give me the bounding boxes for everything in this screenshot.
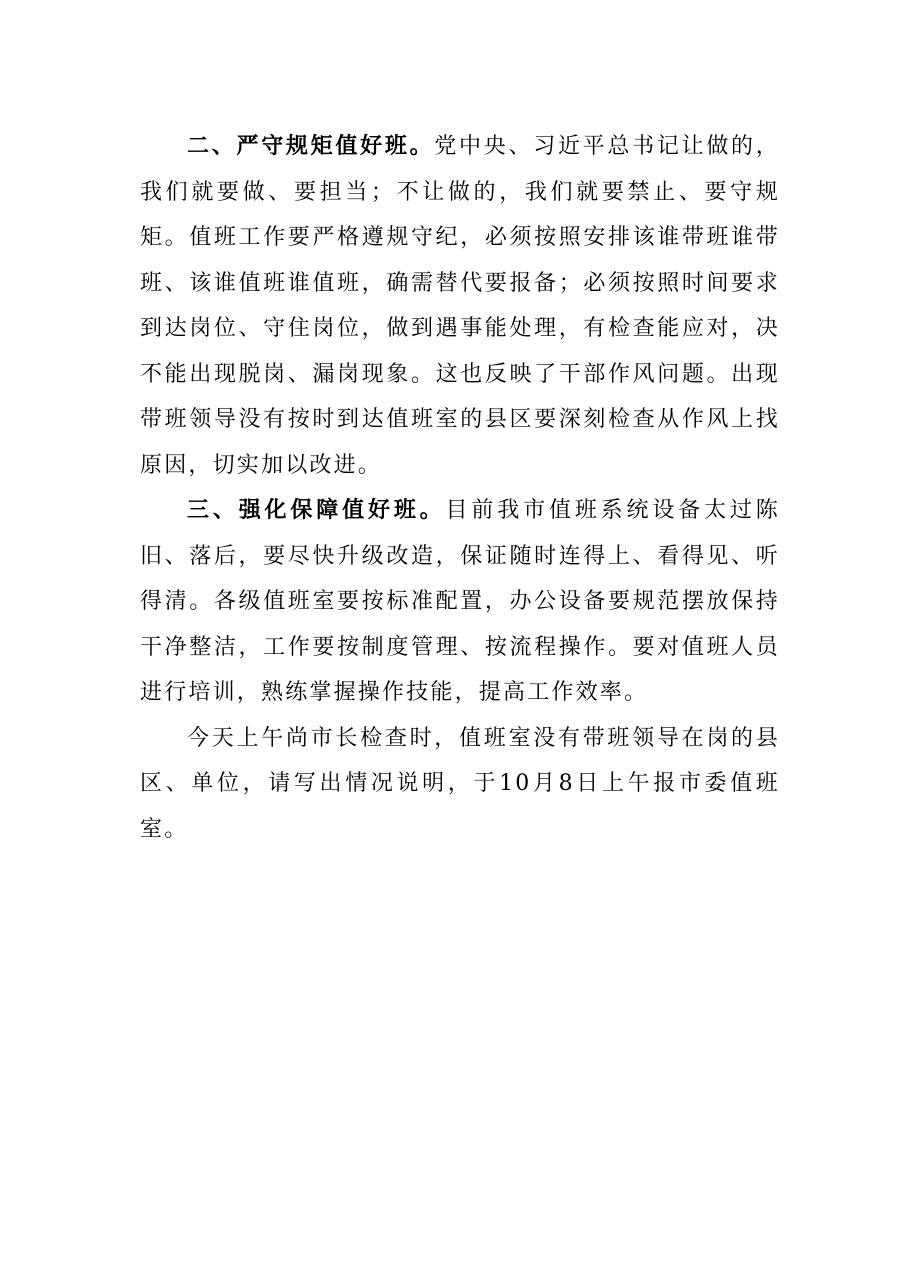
paragraph-text: 目前我市值班系统设备太过陈旧、落后，要尽快升级改造，保证随时连得上、看得见、听得清。各级值班室要按标准配置，办公设备要规范摆放保持干净整洁，工作要按制度管理、按流程操作。要对值班人员进行培训，熟练掌握操作技能，提高工作效率。 — [140, 498, 780, 705]
paragraph-text: 今天上午尚市长检查时，值班室没有带班领导在岗的县区、单位，请写出情况说明，于10月8日上午报市委值班室。 — [140, 725, 780, 842]
paragraph-strengthen-support — [140, 488, 780, 716]
paragraph-text: 党中央、习近平总书记让做的，我们就要做、要担当；不让做的，我们就要禁止、要守规矩。值班工作要严格遵规守纪，必须按照安排该谁带班谁带班、该谁值班谁值班，确需替代要报备；必须按照时间要求到达岗位、守住岗位，做到遇事能处理，有检查能应对，决不能出现脱岗、漏岗现象。这也反映了干部作风问题。出现带班领导没有按时到达值班室的县区要深刻检查从作风上找原因，切实加以改进。 — [140, 134, 780, 478]
paragraph-strict-rules — [140, 124, 780, 488]
section-heading-strengthen-support: 三、强化保障值好班。 — [187, 497, 446, 523]
paragraph-notice — [140, 716, 780, 853]
document-body — [140, 124, 780, 852]
section-heading-strict-rules: 二、严守规矩值好班。 — [187, 133, 435, 159]
